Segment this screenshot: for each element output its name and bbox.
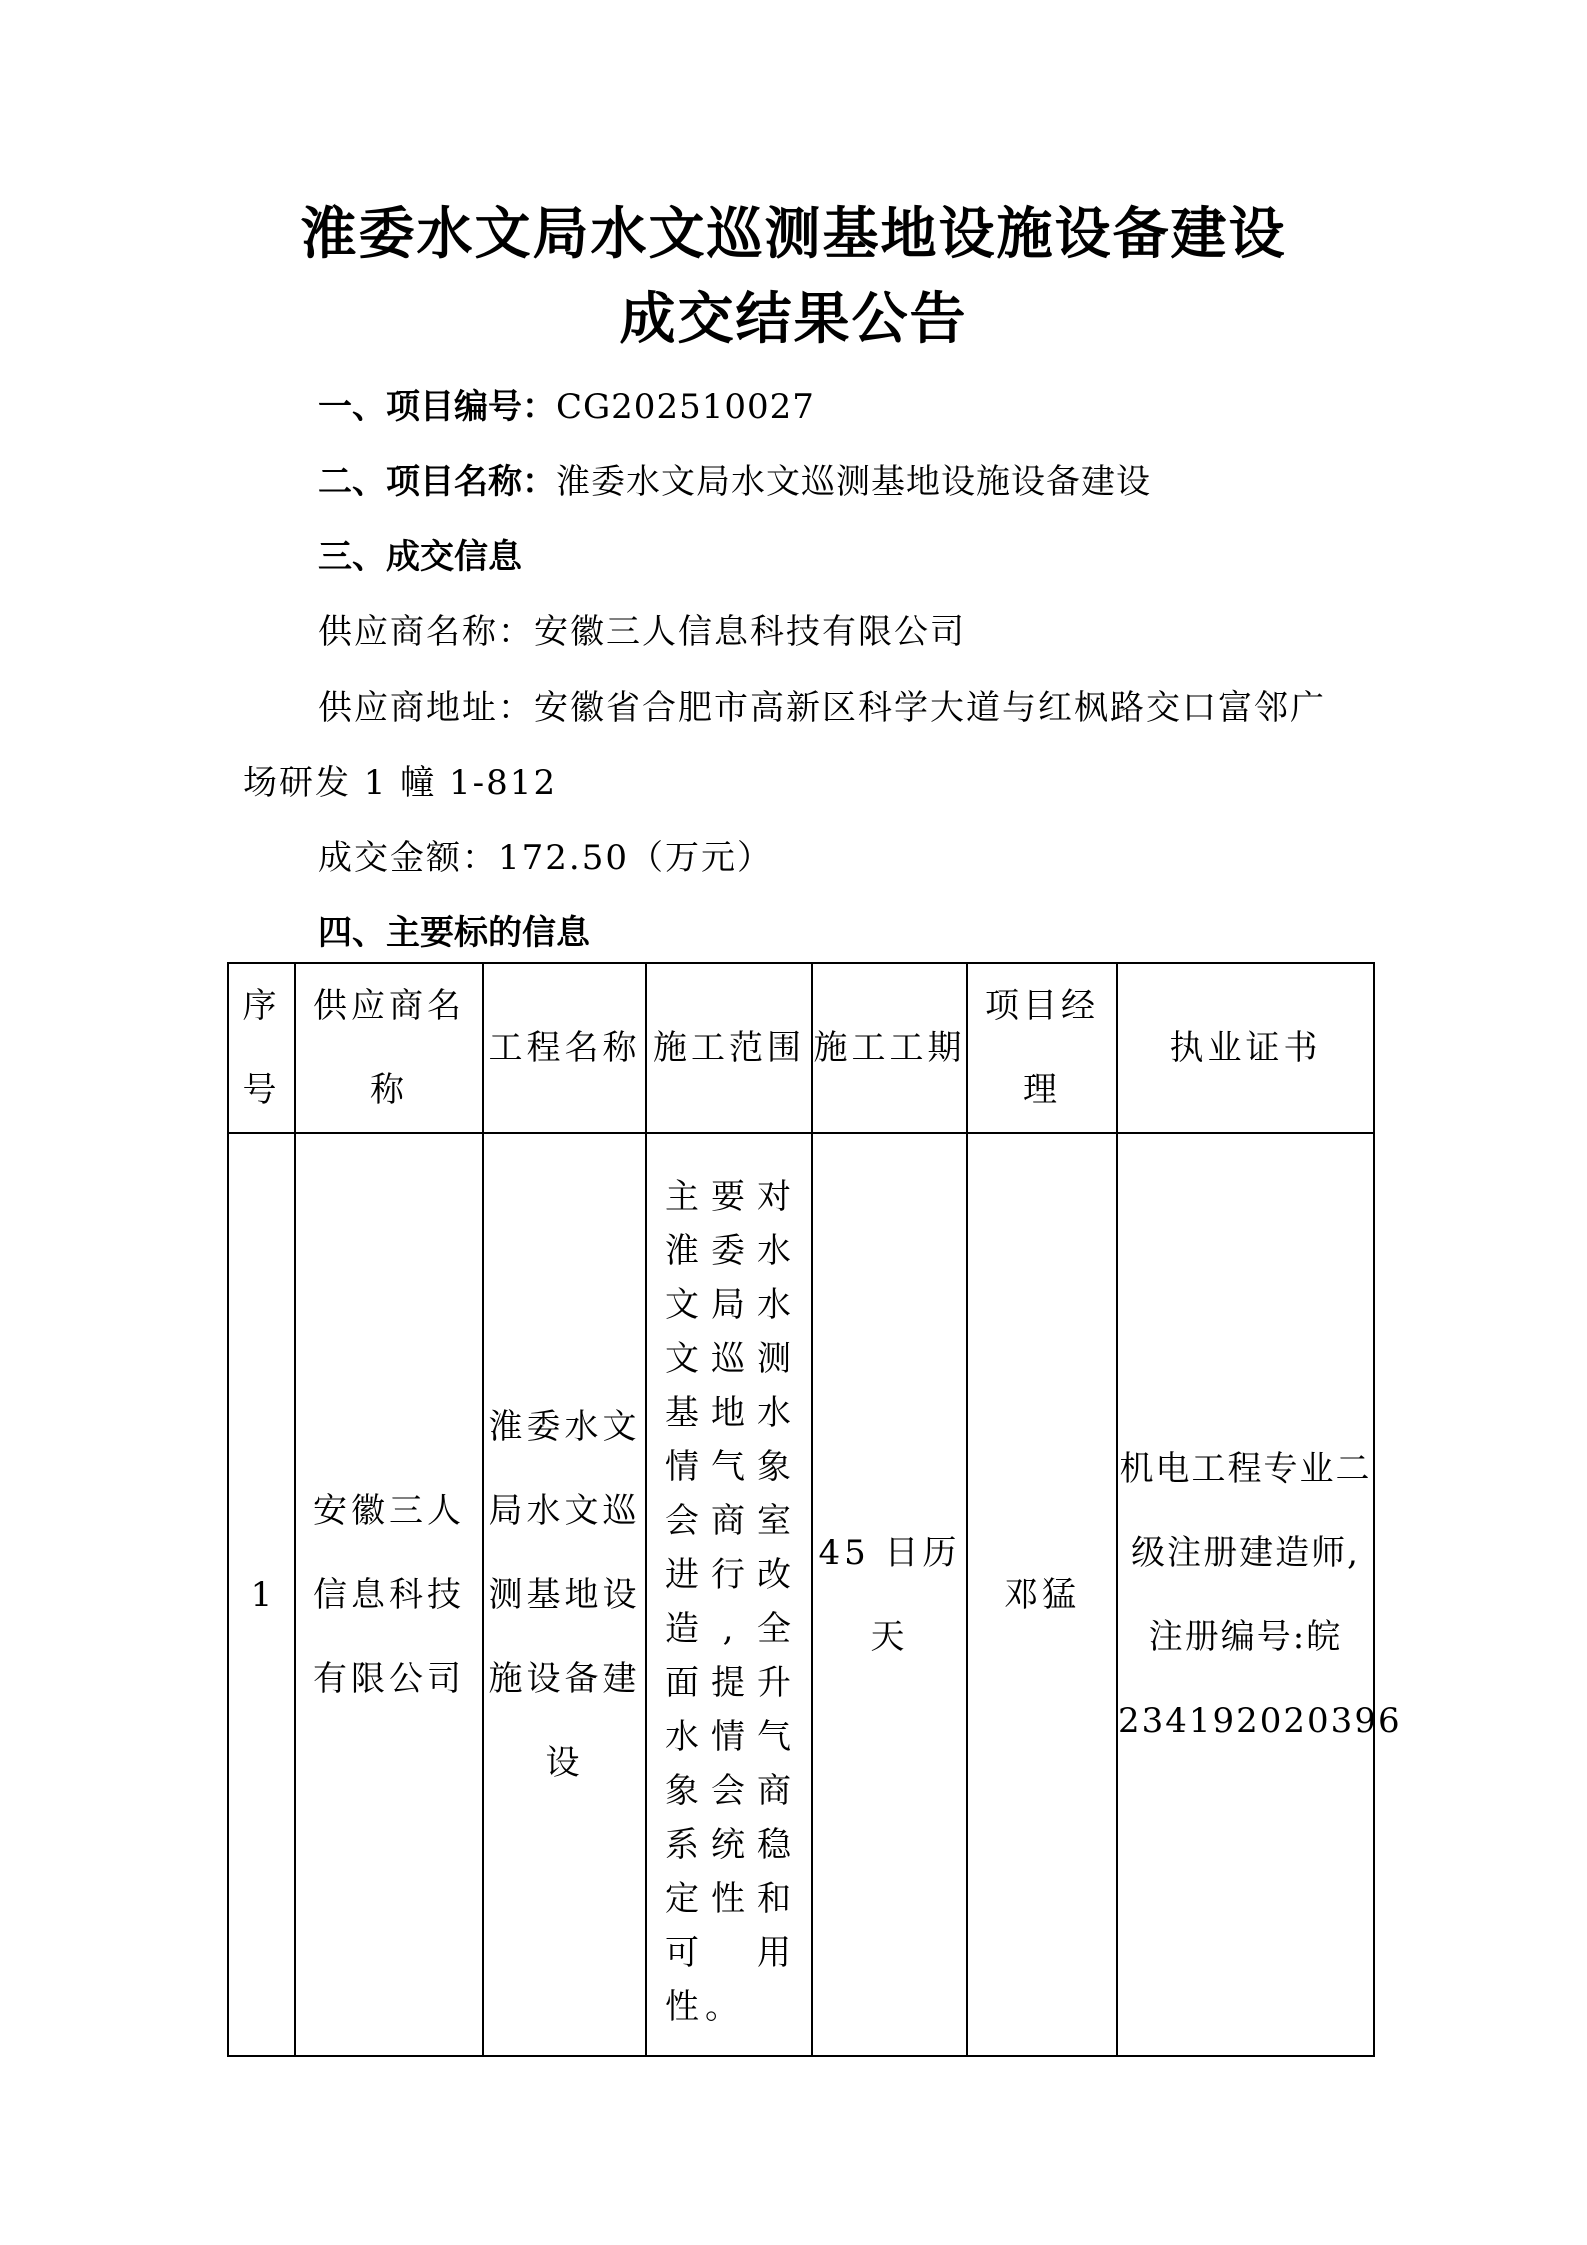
supplier-address-line2: 场研发 1 幢 1-812	[243, 763, 558, 803]
header-period: 施工工期	[812, 963, 967, 1133]
header-manager: 项目经理	[967, 963, 1117, 1133]
project-name-row	[318, 459, 1151, 505]
header-supplier: 供应商名称	[295, 963, 483, 1133]
row-supplier: 安徽三人信息科技有限公司	[295, 1133, 483, 2056]
project-number-row	[318, 384, 815, 430]
table-row	[228, 1133, 1374, 2056]
row-period: 45 日历天	[812, 1133, 967, 2056]
document-title-line2: 成交结果公告	[619, 287, 968, 352]
header-index: 序号	[228, 963, 295, 1133]
row-manager: 邓猛	[967, 1133, 1117, 2056]
project-name-label: 二、项目名称：	[318, 462, 556, 502]
row-certificate: 机电工程专业二级注册建造师,注册编号:皖234192020396	[1117, 1133, 1374, 2056]
supplier-address-line1: 供应商地址：安徽省合肥市高新区科学大道与红枫路交口富邻广	[318, 688, 1326, 728]
table-header-row	[228, 963, 1374, 1133]
project-number-label: 一、项目编号：	[318, 387, 556, 427]
subject-info-table	[227, 962, 1402, 2057]
header-certificate: 执业证书	[1117, 963, 1374, 1133]
header-project: 工程名称	[483, 963, 646, 1133]
header-scope: 施工范围	[646, 963, 812, 1133]
deal-section-heading: 三、成交信息	[318, 537, 522, 577]
project-name-value: 淮委水文局水文巡测基地设施设备建设	[556, 462, 1151, 502]
deal-amount: 成交金额：172.50（万元）	[318, 838, 773, 878]
row-scope: 主要对淮委水文局水文巡测基地水情气象会商室进行改造,全面提升水情气象会商系统稳定性和可用性。	[646, 1133, 812, 2056]
supplier-name: 供应商名称：安徽三人信息科技有限公司	[318, 612, 966, 652]
document-title-line1: 淮委水文局水文巡测基地设施设备建设	[300, 202, 1287, 267]
row-project: 淮委水文局水文巡测基地设施设备建设	[483, 1133, 646, 2056]
subject-section-heading: 四、主要标的信息	[318, 913, 590, 953]
project-number-value: CG202510027	[556, 387, 815, 427]
row-index: 1	[228, 1133, 295, 2056]
